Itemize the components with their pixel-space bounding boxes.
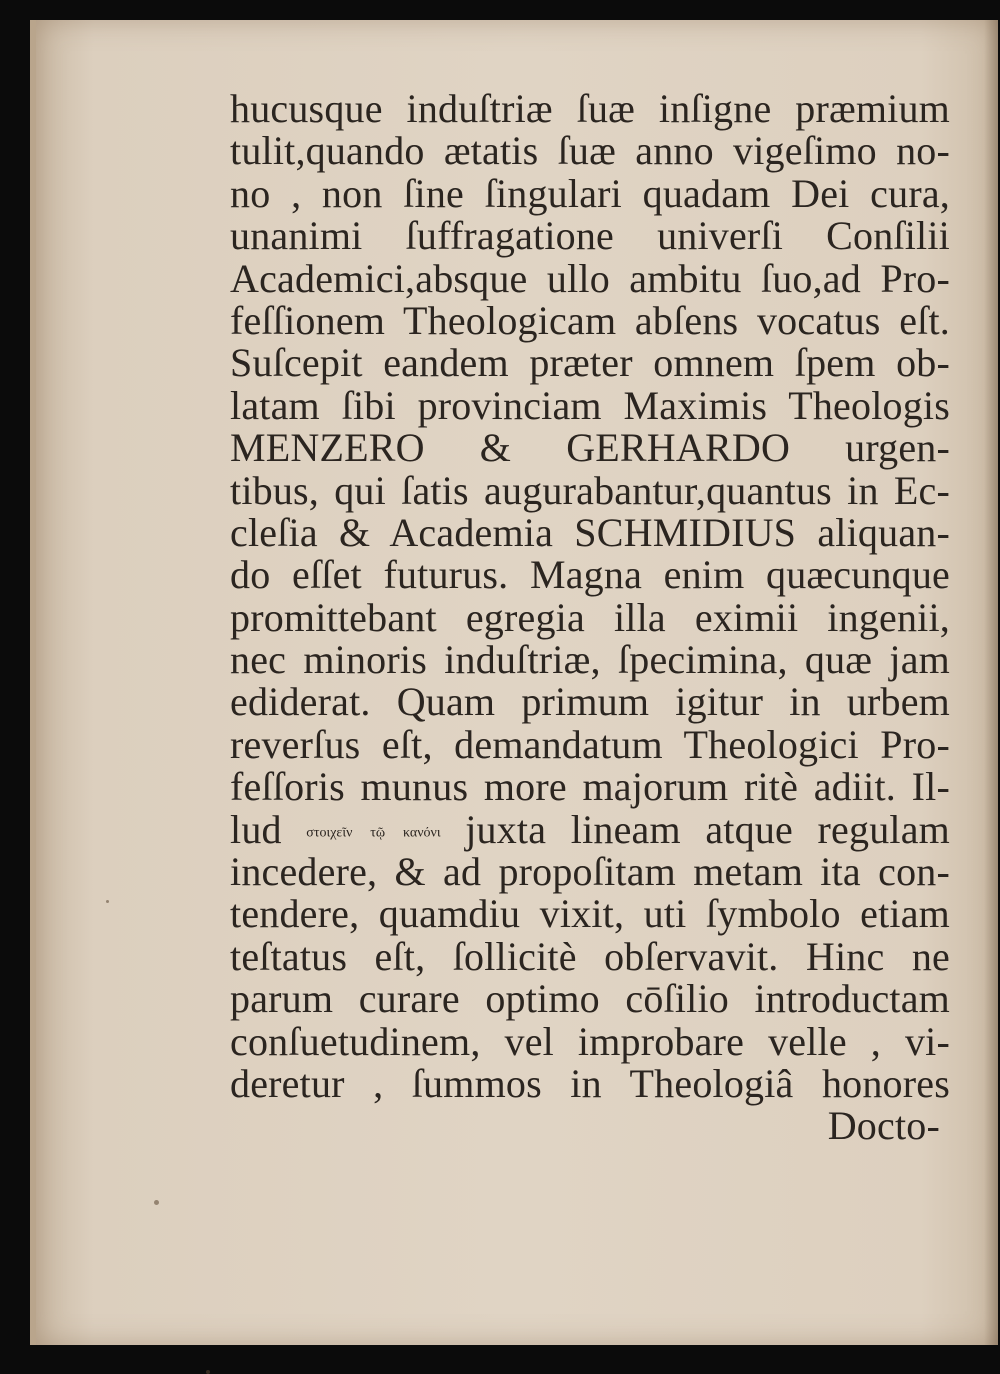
text-line: deretur , ſummos in Theologiâ honores — [230, 1060, 950, 1106]
text-line: ediderat. Quam primum igitur in urbem — [230, 679, 950, 725]
text-line: incedere, & ad propoſitam metam ita con- — [230, 849, 950, 895]
text-line: unanimi ſuffragatione univerſi Conſilii — [230, 213, 950, 259]
text-line: MENZERO & GERHARDO urgen- — [230, 425, 950, 471]
text-line: do eſſet futurus. Magna enim quæcunque — [230, 552, 950, 598]
body-text — [230, 88, 950, 1148]
text-line: conſuetudinem, vel improbare velle , vi- — [230, 1018, 950, 1064]
catchword: Docto- — [827, 1103, 940, 1149]
text-line: hucusque induſtriæ ſuæ inſigne præmium — [230, 86, 950, 131]
book-page — [30, 20, 998, 1345]
text-line: tulit,quando ætatis ſuæ anno vigeſimo no- — [230, 128, 950, 174]
line-end: juxta lineam atque regulam — [465, 806, 950, 852]
text-line: nec minoris induſtriæ, ſpecimina, quæ jam — [230, 637, 950, 683]
text-line: teſtatus eſt, ſollicitè obſervavit. Hinc ne — [230, 933, 950, 979]
text-line: tendere, quamdiu vixit, uti ſymbolo etiam — [230, 891, 950, 937]
ink-spot — [154, 1200, 159, 1205]
text-line: cleſia & Academia SCHMIDIUS aliquan- — [230, 509, 950, 555]
text-line: reverſus eſt, demandatum Theologici Pro- — [230, 721, 950, 767]
text-line: feſſoris munus more majorum ritè adiit. Il- — [230, 764, 950, 810]
text-line: Suſcepit eandem præter omnem ſpem ob- — [230, 340, 950, 386]
text-line: promittebant egregia illa eximii ingenii, — [230, 594, 950, 640]
text-line: tibus, qui ſatis augurabantur,quantus in Ec- — [230, 467, 950, 513]
text-line: feſſionem Theologicam abſens vocatus eſt. — [230, 297, 950, 343]
text-line: parum curare optimo cōſilio introductam — [230, 976, 950, 1022]
text-line-with-greek — [230, 806, 950, 852]
line-start: lud — [230, 806, 282, 852]
text-line: no , non ſine ſingulari quadam Dei cura, — [230, 170, 950, 216]
text-line: Academici,absque ullo ambitu ſuo,ad Pro- — [230, 255, 950, 301]
greek-phrase: στοιχεῖν τῷ κανόνι — [306, 825, 441, 841]
text-line: latam ſibi provinciam Maximis Theologis — [230, 382, 950, 428]
